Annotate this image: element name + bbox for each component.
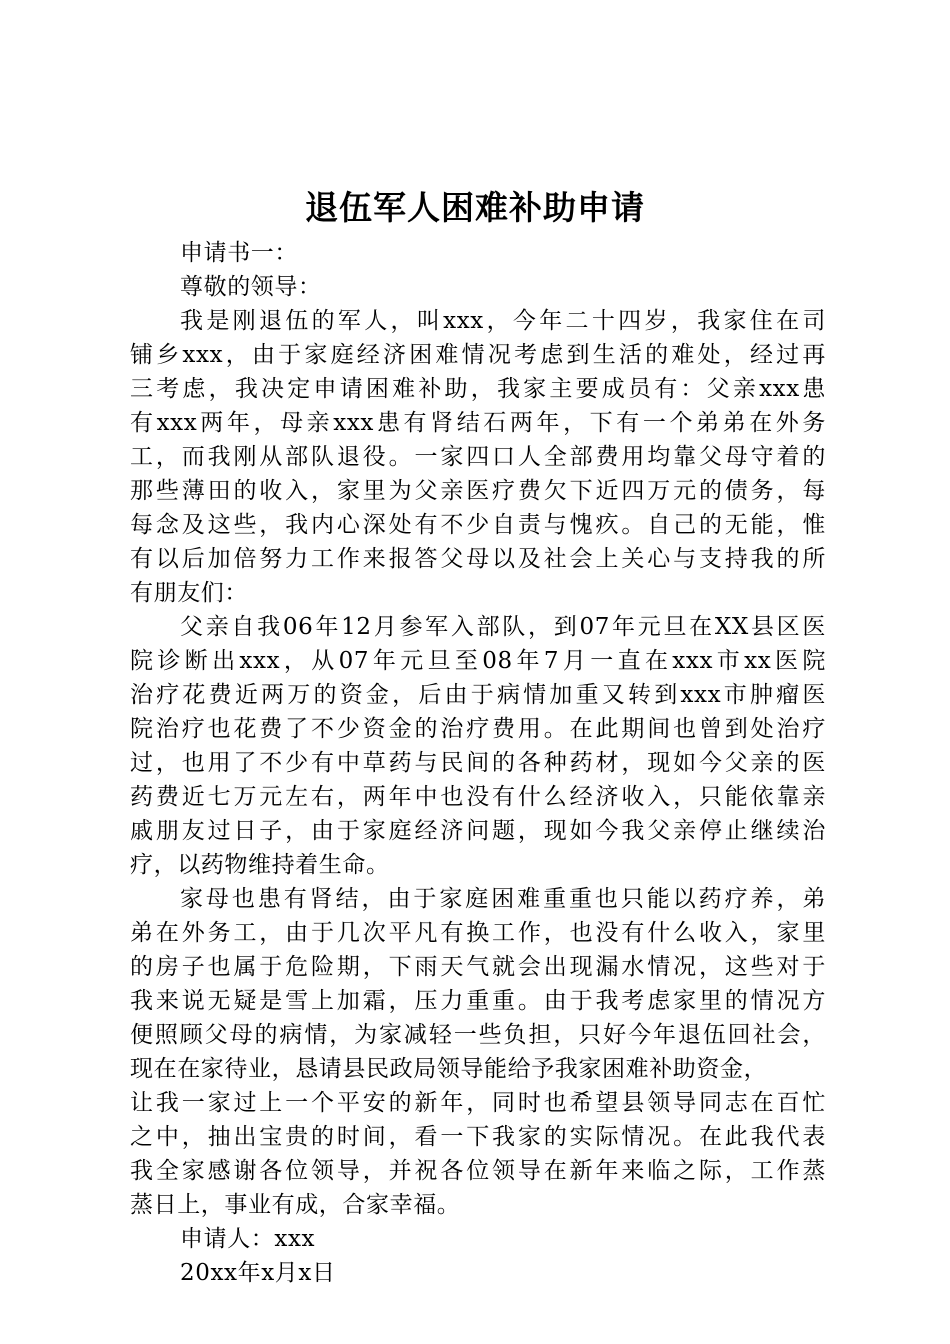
paragraph-line: 之中，抽出宝贵的时间，看一下我家的实际情况。在此我代表 [130,1124,826,1150]
paragraph-line: 铺乡xxx，由于家庭经济困难情况考虑到生活的难处，经过再 [130,342,826,368]
paragraph-1 [130,304,826,610]
heading-label: 申请书一： [180,240,298,266]
paragraph-line: 过，也用了不少有中草药与民间的各种药材，现如今父亲的医 [130,750,826,776]
paragraph-line: 药费近七万元左右，两年中也没有什么经济收入，只能依靠亲 [130,784,826,810]
paragraph-line: 我来说无疑是雪上加霜，压力重重。由于我考虑家里的情况方 [130,988,826,1014]
paragraph-line: 工，而我刚从部队退役。一家四口人全部费用均靠父母守着的 [130,444,826,470]
paragraph-3 [130,882,826,1222]
paragraph-line: 院治疗也花费了不少资金的治疗费用。在此期间也曾到处治疗 [130,716,826,742]
paragraph-line: 现在在家待业，恳请县民政局领导能给予我家困难补助资金， [130,1056,768,1082]
document-body [130,236,826,1290]
paragraph-line: 我全家感谢各位领导，并祝各位领导在新年来临之际，工作蒸 [130,1158,826,1184]
paragraph-line: 弟在外务工，由于几次平凡有换工作，也没有什么收入，家里 [130,920,826,946]
paragraph-line: 有朋友们： [130,580,248,606]
paragraph-line: 疗，以药物维持着生命。 [130,852,390,878]
paragraph-line: 有xxx两年，母亲xxx患有肾结石两年，下有一个弟弟在外务 [130,410,826,436]
paragraph-line: 治疗花费近两万的资金，后由于病情加重又转到xxx市肿瘤医 [130,682,826,708]
paragraph-line: 我是刚退伍的军人，叫xxx，今年二十四岁，我家住在司 [180,308,826,334]
paragraph-line: 那些薄田的收入，家里为父亲医疗费欠下近四万元的债务，每 [130,478,826,504]
paragraph-line: 父亲自我06年12月参军入部队，到07年元旦在XX县区医 [180,614,826,640]
paragraph-line: 每念及这些，我内心深处有不少自责与愧疚。自己的无能，惟 [130,512,826,538]
paragraph-line: 有以后加倍努力工作来报答父母以及社会上关心与支持我的所 [130,546,826,572]
paragraph-line: 的房子也属于危险期，下雨天气就会出现漏水情况，这些对于 [130,954,826,980]
paragraph-2 [130,610,826,882]
paragraph-line: 院诊断出xxx，从07年元旦至08年7月一直在xxx市xx医院 [130,648,826,674]
paragraph-line: 便照顾父母的病情，为家减轻一些负担，只好今年退伍回社会， [130,1022,826,1048]
paragraph-line: 戚朋友过日子，由于家庭经济问题，现如今我父亲停止继续治 [130,818,826,844]
paragraph-line: 三考虑，我决定申请困难补助，我家主要成员有：父亲xxx患 [130,376,826,402]
date: 20xx年x月x日 [180,1260,336,1286]
paragraph-line: 让我一家过上一个平安的新年，同时也希望县领导同志在百忙 [130,1090,826,1116]
document-title: 退伍军人困难补助申请 [305,188,645,227]
salutation: 尊敬的领导： [180,274,322,300]
paragraph-line: 蒸日上，事业有成，合家幸福。 [130,1192,461,1218]
paragraph-line: 家母也患有肾结，由于家庭困难重重也只能以药疗养，弟 [180,886,826,912]
signature: 申请人：xxx [180,1226,316,1252]
